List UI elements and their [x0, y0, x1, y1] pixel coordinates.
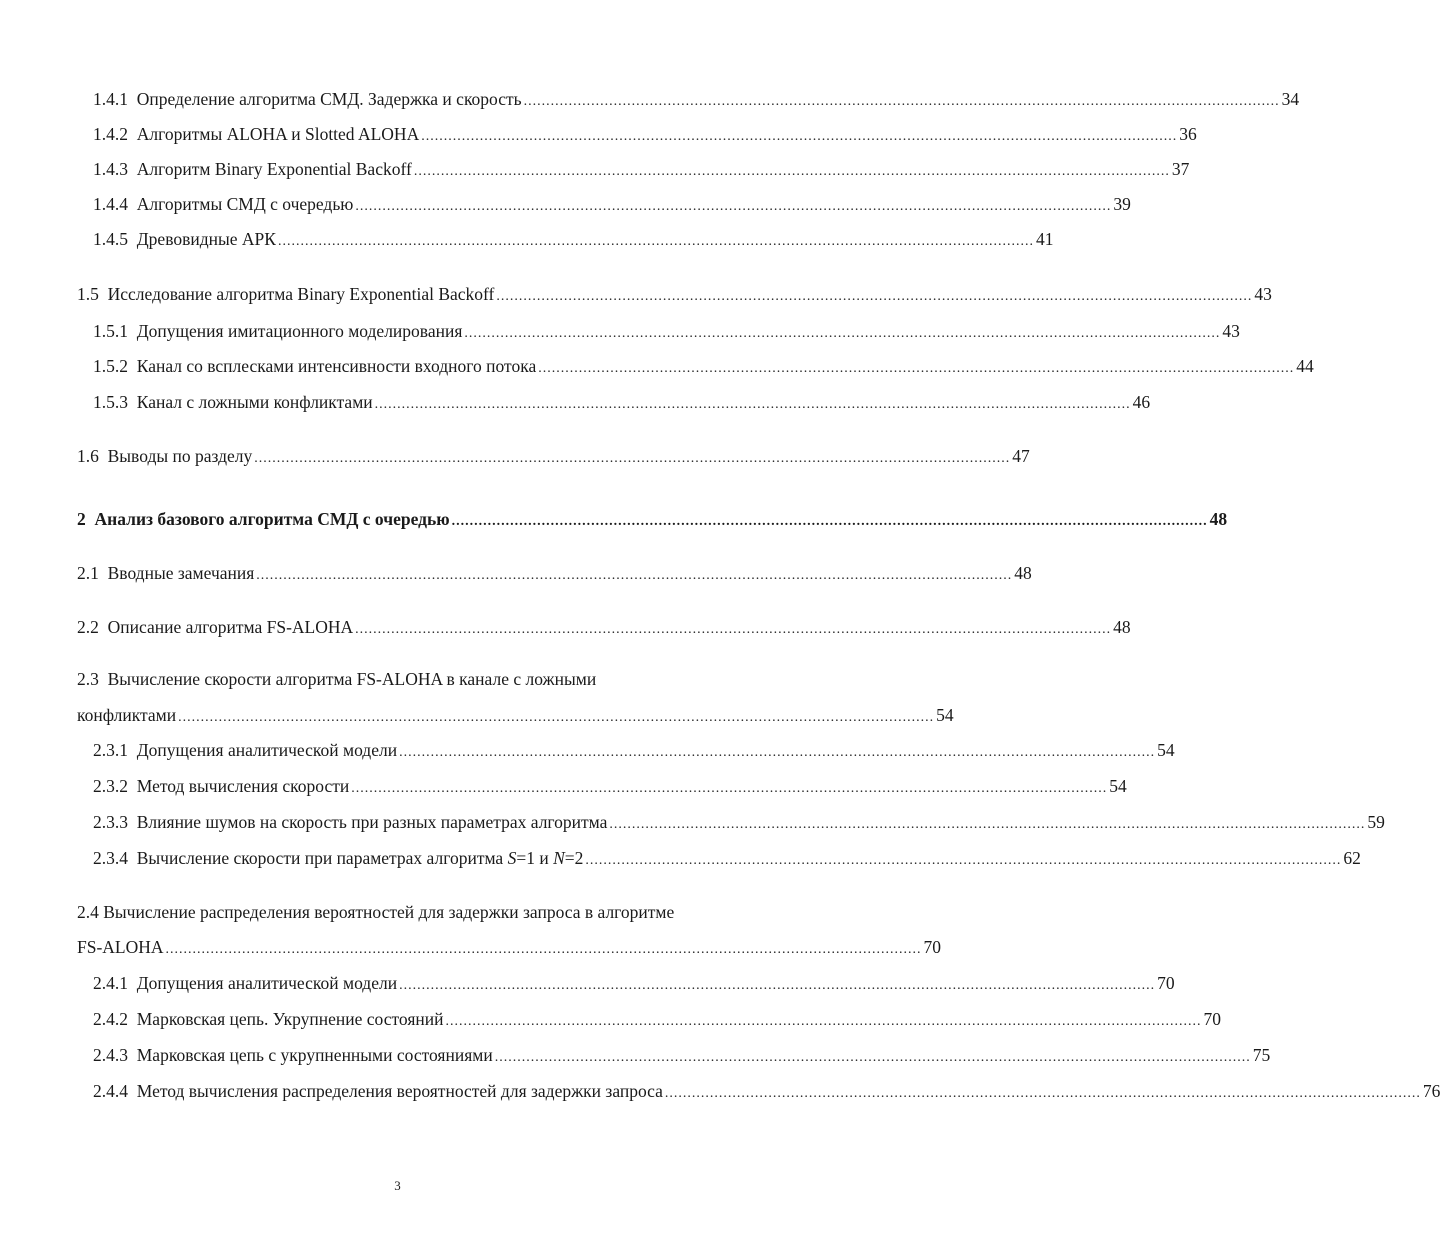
entry-title: Канал со всплесками интенсивности входного потока [136, 356, 537, 376]
entry-number: 2.4.3 [93, 1045, 128, 1065]
entry-page: 43 [1222, 321, 1240, 341]
entry-title: Выводы по разделу [107, 446, 253, 466]
toc-entry-1-4-3[interactable] [93, 156, 1190, 182]
dot-leader: ........................................................................................................................................................................ [399, 978, 1156, 993]
dot-leader: ........................................................................................................................................................................ [399, 745, 1156, 760]
toc-entry-2-3-4[interactable] [93, 845, 1361, 871]
entry-title: Анализ базового алгоритма СМД с очередью [94, 509, 450, 529]
dot-leader: ........................................................................................................................................................................ [494, 1050, 1251, 1065]
entry-page: 75 [1252, 1045, 1271, 1065]
dot-leader: ........................................................................................................................................................................ [374, 397, 1131, 412]
dot-leader: ........................................................................................................................................................................ [609, 817, 1366, 832]
entry-page: 48 [1209, 509, 1228, 529]
toc-entry-2-3-heading[interactable] [77, 666, 596, 692]
entry-title: Вычисление скорости алгоритма FS-ALOHA в канале с ложными [107, 669, 597, 689]
entry-title: Влияние шумов на скорость при разных параметрах алгоритма [136, 812, 608, 832]
entry-title: Определение алгоритма СМД. Задержка и скорость [136, 89, 522, 109]
entry-title: Вводные замечания [107, 563, 255, 583]
entry-title: Допущения аналитической модели [136, 973, 398, 993]
entry-title: Древовидные АРК [136, 229, 276, 249]
entry-title: Канал с ложными конфликтами [136, 392, 373, 412]
toc-entry-1-5[interactable] [77, 281, 1272, 307]
dot-leader: ........................................................................................................................................................................ [165, 942, 922, 957]
entry-number: 2.2 [77, 617, 99, 637]
entry-number: 2.3.3 [93, 812, 128, 832]
entry-number: 1.6 [77, 446, 99, 466]
entry-page: 62 [1343, 848, 1361, 868]
entry-title: Марковская цепь. Укрупнение состояний [136, 1009, 444, 1029]
entry-page: 34 [1281, 89, 1300, 109]
entry-page: 47 [1012, 446, 1030, 466]
entry-page: 70 [1203, 1009, 1221, 1029]
entry-number: 2.4.2 [93, 1009, 128, 1029]
toc-entry-1-6[interactable] [77, 443, 1030, 469]
dot-leader: ........................................................................................................................................................................ [351, 781, 1108, 796]
entry-title: Вычисление распределения вероятностей для задержки запроса в алгоритме [103, 902, 675, 922]
entry-number: 2.4.1 [93, 973, 128, 993]
toc-entry-2-4-4[interactable] [93, 1078, 1440, 1104]
entry-page: 76 [1422, 1081, 1440, 1101]
entry-page: 43 [1254, 284, 1272, 304]
dot-leader: ........................................................................................................................................................................ [413, 164, 1170, 179]
dot-leader: ........................................................................................................................................................................ [496, 289, 1253, 304]
dot-leader: ........................................................................................................................................................................ [585, 853, 1342, 868]
toc-entry-1-5-2[interactable] [93, 353, 1314, 379]
entry-number: 2.4.4 [93, 1081, 128, 1101]
entry-number: 1.4.5 [93, 229, 128, 249]
entry-number: 1.5 [77, 284, 99, 304]
entry-number: 1.4.4 [93, 194, 128, 214]
dot-leader: ........................................................................................................................................................................ [464, 326, 1221, 341]
entry-page: 54 [1109, 776, 1127, 796]
toc-entry-2-3-2[interactable] [93, 773, 1127, 799]
entry-title: Метод вычисления скорости [136, 776, 350, 796]
entry-number: 1.4.2 [93, 124, 128, 144]
toc-entry-2-3[interactable] [77, 702, 954, 728]
entry-title: Алгоритмы ALOHA и Slotted ALOHA [136, 124, 420, 144]
dot-leader: ........................................................................................................................................................................ [256, 568, 1013, 583]
entry-page: 70 [1157, 973, 1175, 993]
entry-page: 54 [1157, 740, 1175, 760]
entry-number: 2.4 [77, 902, 99, 922]
entry-number: 2.1 [77, 563, 99, 583]
entry-number: 1.5.2 [93, 356, 128, 376]
entry-title: Исследование алгоритма Binary Exponential Backoff [107, 284, 495, 304]
dot-leader: ........................................................................................................................................................................ [178, 710, 935, 725]
toc-entry-1-5-1[interactable] [93, 318, 1240, 344]
toc-entry-2-4-1[interactable] [93, 970, 1175, 996]
toc-entry-2-4-heading[interactable] [77, 899, 674, 925]
dot-leader: ........................................................................................................................................................................ [451, 514, 1208, 529]
entry-number: 2 [77, 509, 86, 529]
toc-entry-2-1[interactable] [77, 560, 1032, 586]
toc-entry-1-4-4[interactable] [93, 191, 1131, 217]
entry-page: 46 [1132, 392, 1151, 412]
entry-page: 39 [1113, 194, 1131, 214]
dot-leader: ........................................................................................................................................................................ [523, 94, 1280, 109]
dot-leader: ........................................................................................................................................................................ [254, 451, 1011, 466]
entry-number: 2.3.4 [93, 848, 128, 868]
toc-entry-2-3-1[interactable] [93, 737, 1175, 763]
entry-title: Алгоритм Binary Exponential Backoff [136, 159, 412, 179]
page-number: 3 [394, 1178, 401, 1193]
entry-title-continued: FS-ALOHA [77, 937, 164, 957]
entry-page: 37 [1171, 159, 1190, 179]
dot-leader: ........................................................................................................................................................................ [355, 622, 1112, 637]
entry-number: 2.3 [77, 669, 99, 689]
entry-title: Вычисление скорости при параметрах алгоритма S=1 и N=2 [136, 848, 584, 868]
entry-page: 44 [1296, 356, 1314, 376]
entry-page: 48 [1113, 617, 1131, 637]
entry-number: 2.3.2 [93, 776, 128, 796]
dot-leader: ........................................................................................................................................................................ [445, 1014, 1202, 1029]
entry-page: 54 [936, 705, 954, 725]
toc-entry-2-4[interactable] [77, 934, 942, 960]
entry-number: 1.5.1 [93, 321, 128, 341]
entry-title: Допущения имитационного моделирования [136, 321, 463, 341]
entry-page: 70 [923, 937, 942, 957]
entry-page: 36 [1179, 124, 1197, 144]
dot-leader: ........................................................................................................................................................................ [538, 361, 1295, 376]
entry-title: Марковская цепь с укрупненными состояниями [136, 1045, 493, 1065]
entry-title: Описание алгоритма FS-ALOHA [107, 617, 354, 637]
entry-page: 59 [1367, 812, 1385, 832]
toc-entry-1-4-2[interactable] [93, 121, 1197, 147]
entry-title: Допущения аналитической модели [136, 740, 398, 760]
dot-leader: ........................................................................................................................................................................ [664, 1086, 1421, 1101]
dot-leader: ........................................................................................................................................................................ [355, 199, 1112, 214]
toc-entry-2-4-3[interactable] [93, 1042, 1271, 1068]
toc-entry-1-5-3[interactable] [93, 389, 1151, 415]
toc-entry-1-4-1[interactable] [93, 86, 1300, 112]
entry-title: Алгоритмы СМД с очередью [136, 194, 354, 214]
entry-number: 1.5.3 [93, 392, 128, 412]
dot-leader: ........................................................................................................................................................................ [421, 129, 1178, 144]
toc-chapter-2[interactable] [77, 506, 1228, 532]
entry-title: Метод вычисления распределения вероятностей для задержки запроса [136, 1081, 663, 1101]
toc-entry-2-3-3[interactable] [93, 809, 1385, 835]
entry-page: 41 [1035, 229, 1054, 249]
entry-number: 1.4.1 [93, 89, 128, 109]
entry-number: 1.4.3 [93, 159, 128, 179]
entry-title-continued: конфликтами [77, 705, 177, 725]
toc-entry-2-4-2[interactable] [93, 1006, 1221, 1032]
dot-leader: ........................................................................................................................................................................ [277, 234, 1034, 249]
toc-entry-1-4-5[interactable] [93, 226, 1054, 252]
toc-entry-2-2[interactable] [77, 614, 1131, 640]
entry-page: 48 [1014, 563, 1032, 583]
entry-number: 2.3.1 [93, 740, 128, 760]
